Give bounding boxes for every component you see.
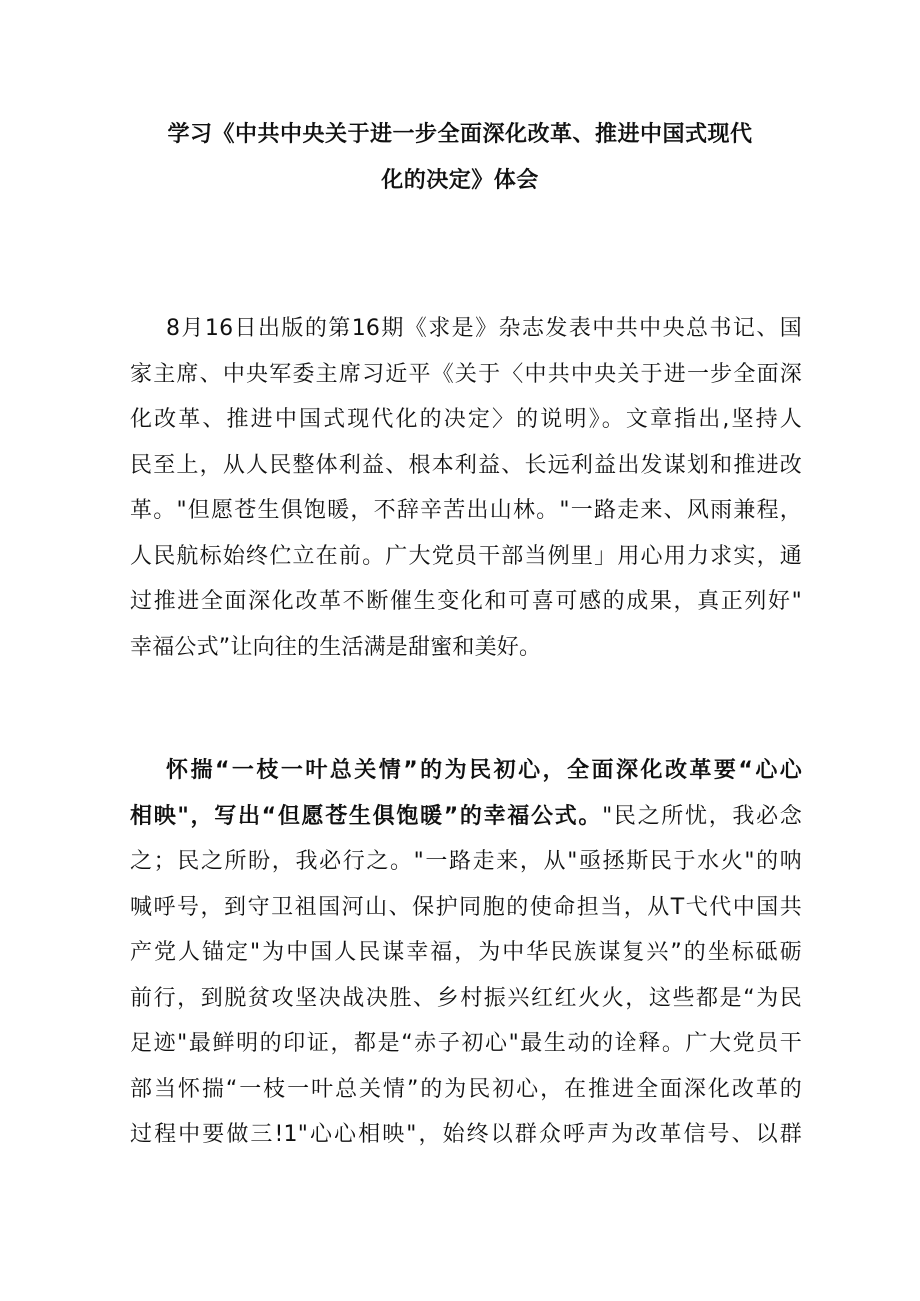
paragraph-2-line-2-rest: "民之所忧，我必念 bbox=[602, 803, 802, 829]
paragraph-1-line: 革。"但愿苍生俱饱暖，不辞辛苦出山林。"一路走来、风雨兼程， bbox=[130, 498, 802, 523]
paragraph-2-line: 部当怀揣“一枝一叶总关情”的为民初心，在推进全面深化改革的 bbox=[130, 1076, 802, 1102]
paragraph-2-line: 产党人锚定"为中国人民谋幸福，为中华民族谋复兴”的坐标砥砺 bbox=[130, 940, 802, 965]
paragraph-1-line: 化改革、推进中国式现代化的决定〉的说明》。文章指出,坚持人 bbox=[130, 407, 802, 432]
paragraph-2-line: 前行，到脱贫攻坚决战决胜、乡村振兴红红火火，这些都是“为民 bbox=[130, 985, 802, 1011]
title-line-1: 学习《中共中央关于进一步全面深化改革、推进中国式现代 bbox=[167, 122, 753, 147]
paragraph-1-line: 家主席、中央军委主席习近平《关于〈中共中央关于进一步全面深 bbox=[130, 361, 802, 387]
paragraph-2-line: 足迹"最鲜明的印证，都是“赤子初心"最生动的诠释。广大党员干 bbox=[130, 1031, 802, 1056]
paragraph-1-line: 幸福公式”让向往的生活满是甜蜜和美好。 bbox=[130, 634, 542, 660]
paragraph-2-heading-line: 怀揣“一枝一叶总关情”的为民初心，全面深化改革要“心心 bbox=[166, 758, 802, 783]
paragraph-2-line: 喊呼号，到守卫祖国河山、保护同胞的使命担当，从T弋代中国共 bbox=[130, 894, 802, 920]
document-title bbox=[130, 112, 790, 204]
paragraph-1-line: 人民航标始终伫立在前。广大党员干部当例里」用心用力求实，通 bbox=[130, 543, 802, 569]
title-line-2: 化的决定》体会 bbox=[381, 168, 539, 193]
paragraph-2-line: 之；民之所盼，我必行之。"一路走来，从"亟拯斯民于水火"的呐 bbox=[130, 849, 802, 874]
paragraph-2-heading-tail: 相映"，写出“但愿苍生俱饱暖”的幸福公式。 bbox=[130, 803, 603, 829]
paragraph-2-mixed-line bbox=[130, 794, 802, 840]
paragraph-1 bbox=[130, 306, 802, 670]
paragraph-2 bbox=[130, 748, 802, 1158]
paragraph-1-line: 过推进全面深化改革不断催生变化和可喜可感的成果，真正列好" bbox=[130, 589, 802, 614]
paragraph-1-line: 8月16日出版的第16期《求是》杂志发表中共中央总书记、国 bbox=[166, 316, 802, 341]
paragraph-2-line: 过程中要做三!1"心心相映"，始终以群众呼声为改革信号、以群 bbox=[130, 1122, 802, 1147]
paragraph-1-line: 民至上，从人民整体利益、根本利益、长远利益出发谋划和推进改 bbox=[130, 452, 802, 478]
